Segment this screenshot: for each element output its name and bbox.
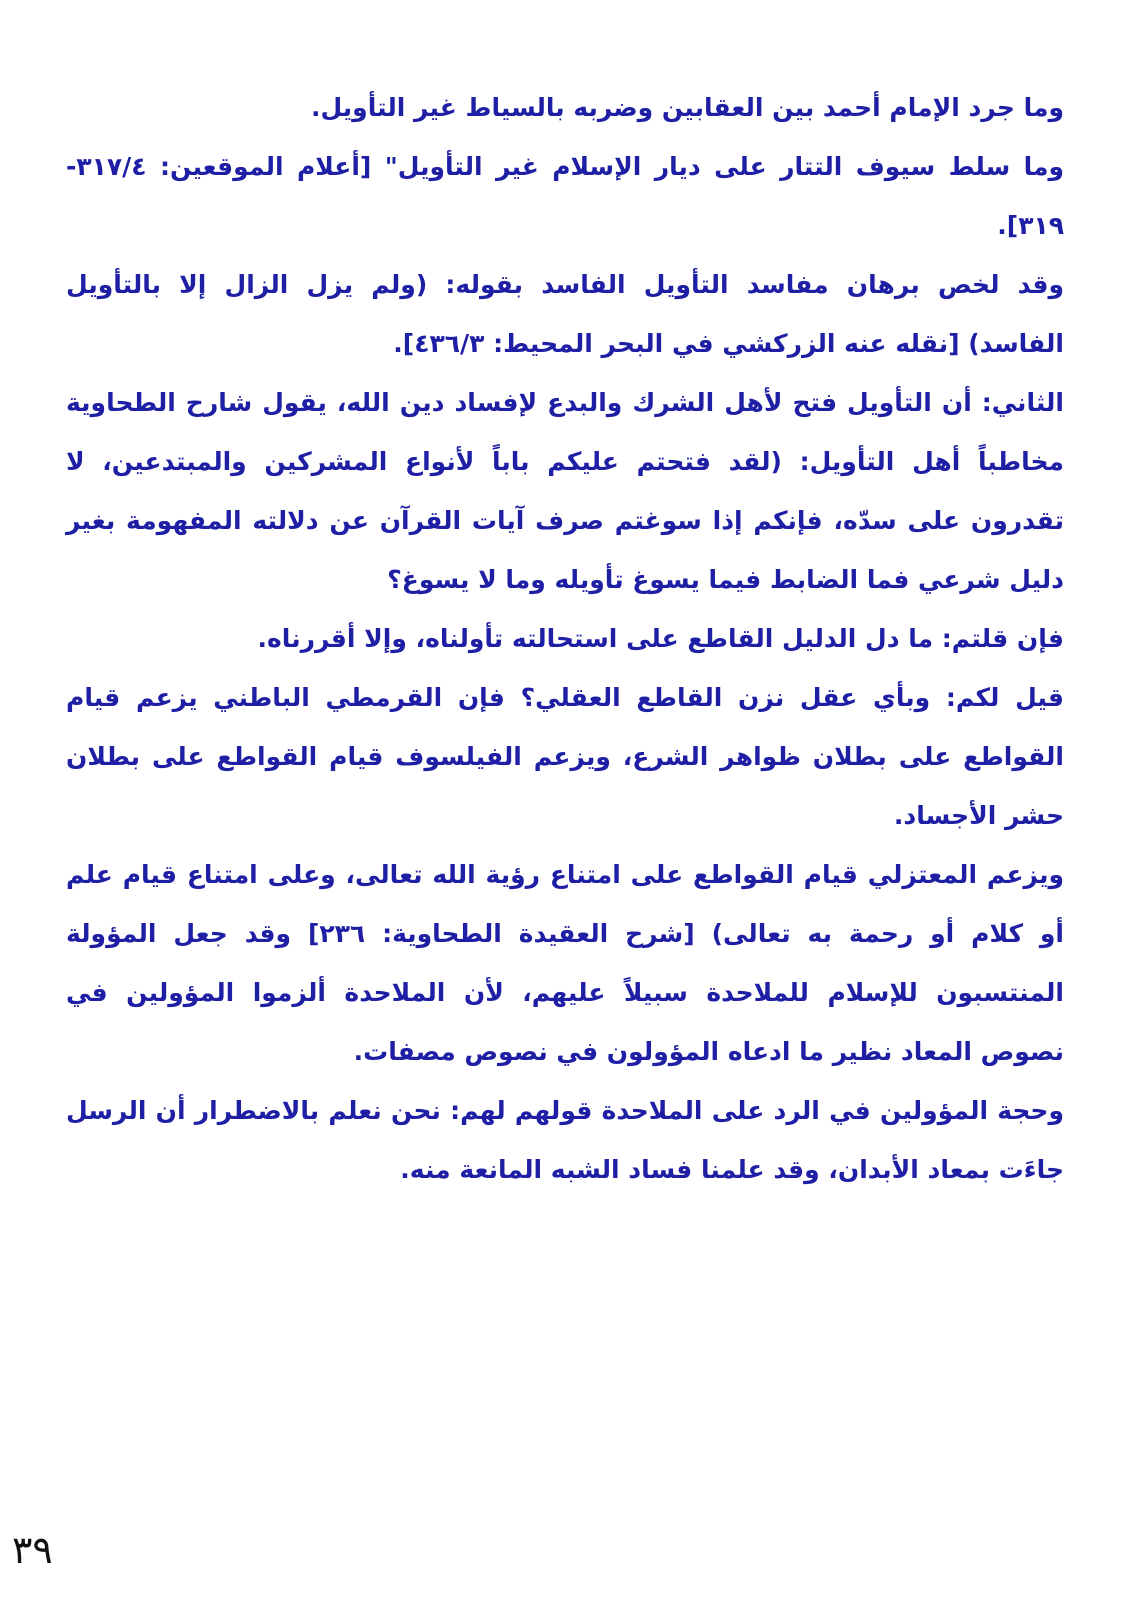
page-number: ٣٩ [12,1528,53,1572]
paragraph-2: وما سلط سيوف التتار على ديار الإسلام غير التأويل" [أعلام الموقعين: ٣١٧/٤- ٣١٩]. [66,152,1064,240]
paragraph-1: وما جرد الإمام أحمد بين العقابين وضربه بالسياط غير التأويل. [310,93,1064,122]
paragraph-7: ويزعم المعتزلي قيام القواطع على امتناع رؤية الله تعالى، وعلى امتناع قيام علم أو كلام أو رحمة به تعالى) [شرح العقيدة الطحاوية: ٢٣٦] وقد جعل المؤولة المنتسبون للإسلام للملاحدة سبيلاً عليهم، لأن الملاحدة ألزموا المؤولين في نصوص المعاد نظير ما ادعاه المؤولون في نصوص مصفات. [66,860,1064,1066]
paragraph-3: وقد لخص برهان مفاسد التأويل الفاسد بقوله: (ولم يزل الزال إلا بالتأويل الفاسد) [نقله عنه الزركشي في البحر المحيط: ٤٣٦/٣]. [66,270,1064,358]
paragraph-4: الثاني: أن التأويل فتح لأهل الشرك والبدع لإفساد دين الله، يقول شارح الطحاوية مخاطباً أهل التأويل: (لقد فتحتم عليكم باباً لأنواع المشركين والمبتدعين، لا تقدرون على سدّه، فإنكم إذا سوغتم صرف آيات القرآن عن دلالته المفهومة بغير دليل شرعي فما الضابط فيما يسوغ تأويله وما لا يسوغ؟ [66,388,1064,594]
paragraph-6: قيل لكم: وبأي عقل نزن القاطع العقلي؟ فإن القرمطي الباطني يزعم قيام القواطع على بطلان ظواهر الشرع، ويزعم الفيلسوف قيام القواطع على بطلان حشر الأجساد. [66,683,1064,830]
paragraph-8: وحجة المؤولين في الرد على الملاحدة قولهم لهم: نحن نعلم بالاضطرار أن الرسل جاءَت بمعاد الأبدان، وقد علمنا فساد الشبه المانعة منه. [66,1096,1064,1184]
body-text [66,78,1064,1199]
paragraph-5: فإن قلتم: ما دل الدليل القاطع على استحالته تأولناه، وإلا أقررناه. [257,624,1064,653]
